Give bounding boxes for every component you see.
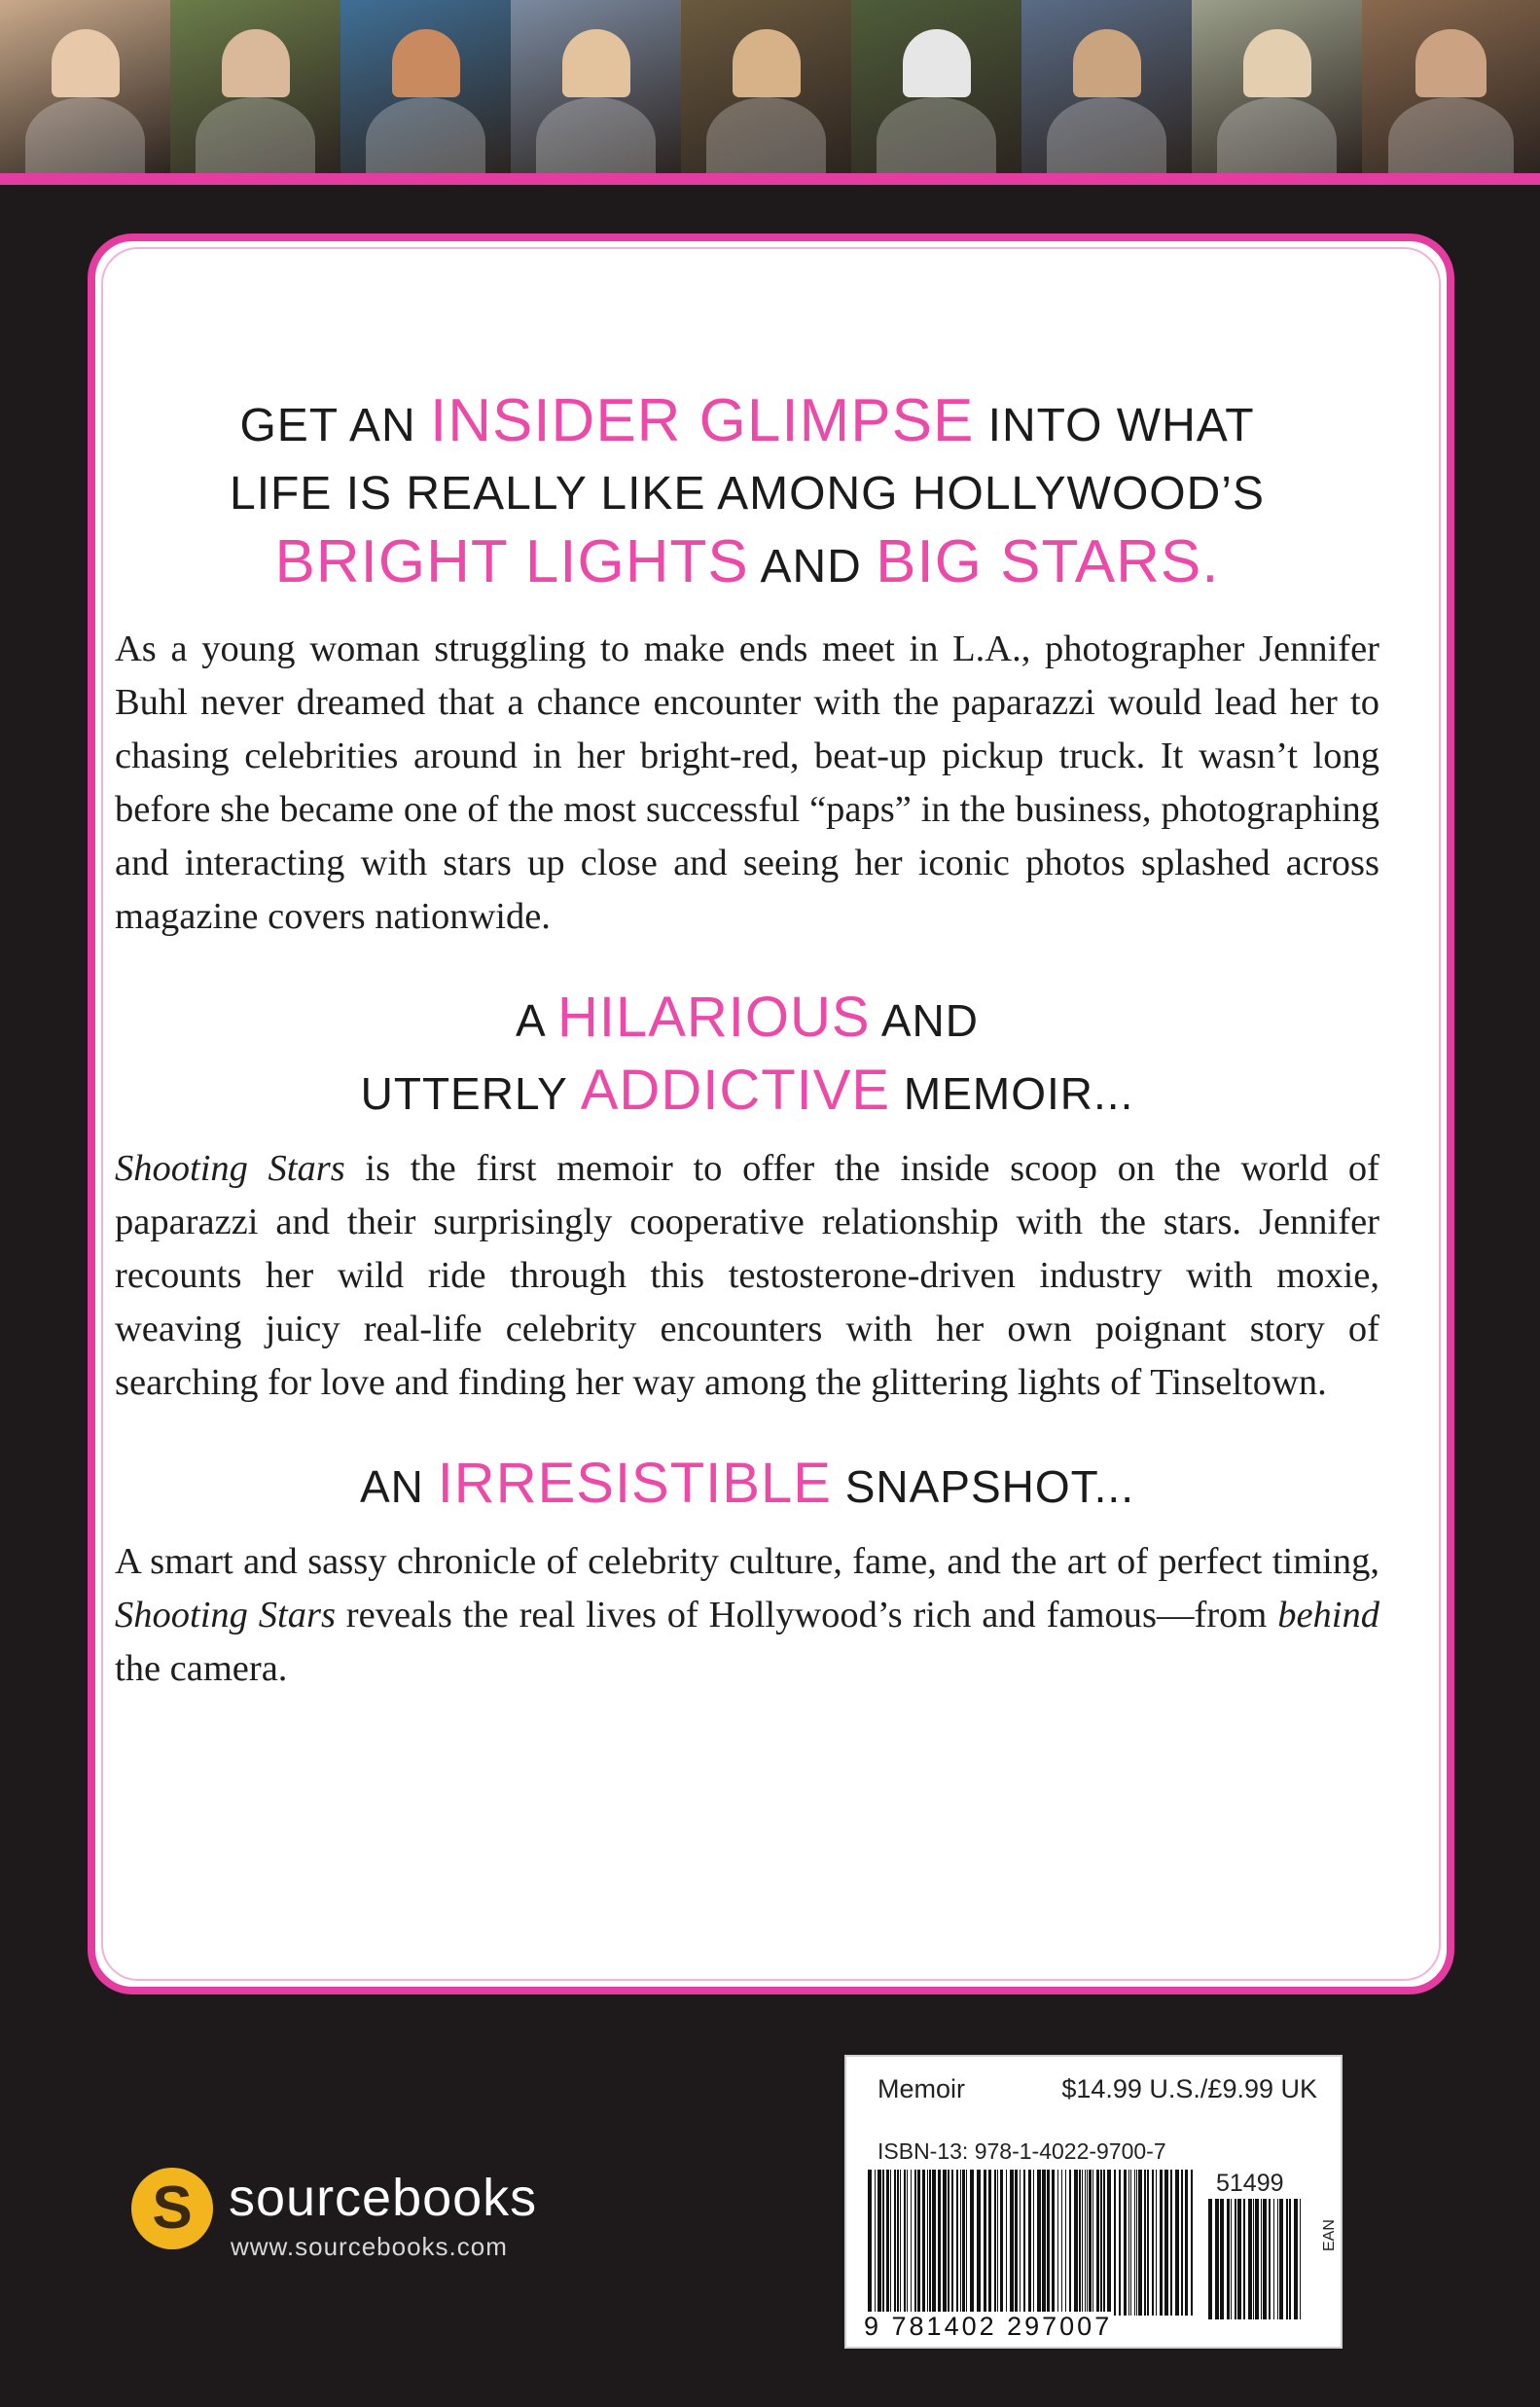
barcode-bar <box>911 2170 912 2316</box>
person-figure <box>1415 29 1486 97</box>
photo-blonde-woman <box>511 0 681 173</box>
barcode-bar <box>900 2170 901 2316</box>
barcode-bar <box>984 2170 986 2316</box>
barcode-bar <box>1181 2170 1183 2316</box>
barcode-bar <box>997 2170 998 2316</box>
barcode-bar <box>943 2170 947 2316</box>
barcode-bar <box>1294 2199 1298 2319</box>
paragraph-intro: As a young woman struggling to make ends meet in L.A., photographer Jennifer Buhl never dreamed that a chance encounter with the paparazzi would lead her to chasing celebrities around in her bright-red, beat-up pickup truck. It wasn’t long before she became one of the most successful “paps” in the business, photographing and interacting with stars up close and seeing her iconic photos splashed across magazine covers nationwide. <box>115 629 1379 937</box>
barcode-bar <box>1074 2170 1078 2316</box>
barcode-bar <box>1152 2170 1154 2316</box>
barcode-bar <box>1156 2170 1157 2316</box>
barcode-bar <box>1119 2170 1121 2316</box>
price-label: $14.99 U.S./£9.99 UK <box>1061 2074 1317 2103</box>
barcode-bar <box>875 2170 876 2316</box>
barcode-bar <box>1128 2170 1129 2316</box>
person-body <box>366 97 485 173</box>
barcode-bar <box>1243 2199 1245 2319</box>
barcode-bar <box>1208 2199 1212 2319</box>
person-body <box>1217 97 1337 173</box>
barcode-bar <box>1103 2170 1105 2316</box>
headline-highlight: INSIDER GLIMPSE <box>429 387 975 454</box>
barcode-bar <box>927 2170 928 2316</box>
barcode-bar <box>938 2170 941 2316</box>
headline-highlight: HILARIOUS <box>556 986 871 1049</box>
barcode-bar <box>1065 2170 1066 2316</box>
person-figure <box>903 29 971 97</box>
barcode-bar <box>1231 2199 1232 2319</box>
barcode-bar <box>1248 2199 1252 2319</box>
genre-label: Memoir <box>877 2074 966 2103</box>
paragraph-text: the camera. <box>115 1648 288 1689</box>
barcode-bar <box>1100 2170 1102 2316</box>
sourcebooks-logo-icon <box>131 2168 213 2249</box>
headline-hilarious <box>115 983 1379 1129</box>
barcode-bar <box>1237 2199 1241 2319</box>
barcode-bar <box>994 2170 996 2316</box>
barcode-bar <box>1144 2170 1146 2316</box>
barcode-digits: 9 781402 297007 <box>864 2312 1113 2341</box>
barcode-bar <box>1279 2199 1283 2319</box>
headline-text: A <box>516 995 545 1046</box>
headline-text: AND <box>880 995 979 1046</box>
barcode-bar <box>894 2170 896 2316</box>
paragraph-text: reveals the real lives of Hollywood’s rich and famous—from <box>335 1595 1278 1635</box>
barcode-bar <box>886 2170 889 2316</box>
headline-text: MEMOIR... <box>903 1068 1134 1119</box>
isbn-label: ISBN-13: 978-1-4022-9700-7 <box>877 2138 1166 2164</box>
barcode-icon <box>866 2170 1197 2316</box>
person-figure <box>52 29 120 97</box>
emphasis-text: behind <box>1277 1595 1380 1635</box>
text-panel <box>115 360 1379 1696</box>
headline-highlight: IRRESISTIBLE <box>437 1452 832 1515</box>
person-figure <box>392 29 460 97</box>
barcode-bar <box>988 2170 991 2316</box>
logo-glyph: S <box>152 2174 193 2242</box>
headline-insider-glimpse <box>115 387 1379 601</box>
barcode-bar <box>1057 2170 1058 2316</box>
barcode-bar <box>1015 2170 1018 2316</box>
barcode-bar <box>932 2170 936 2316</box>
barcode-bar <box>922 2170 925 2316</box>
barcode-bar <box>1042 2170 1046 2316</box>
person-body <box>536 97 656 173</box>
photo-young-man-car <box>1021 0 1192 173</box>
barcode-bar <box>1160 2170 1163 2316</box>
barcode-bar <box>1020 2170 1021 2316</box>
barcode-bar <box>1175 2170 1179 2316</box>
barcode-bar <box>1215 2199 1219 2319</box>
photo-man-cap-white <box>1362 0 1540 173</box>
person-figure <box>733 29 801 97</box>
headline-text: SNAPSHOT... <box>844 1461 1134 1512</box>
person-body <box>1388 97 1513 173</box>
barcode-bar <box>1255 2199 1259 2319</box>
barcode-bar <box>929 2170 931 2316</box>
barcode-bar <box>1082 2170 1083 2316</box>
headline-text: GET AN <box>239 400 416 451</box>
barcode-bar <box>1253 2199 1254 2319</box>
person-body <box>25 97 145 173</box>
barcode-bar <box>1023 2170 1025 2316</box>
headline-text: UTTERLY <box>360 1068 567 1119</box>
barcode-bar <box>1061 2170 1062 2316</box>
barcode-bar <box>1300 2199 1301 2319</box>
barcode-bar <box>914 2170 916 2316</box>
barcode-bar <box>948 2170 949 2316</box>
pink-divider <box>0 173 1540 185</box>
barcode-bar <box>1079 2170 1081 2316</box>
barcode-bar <box>1263 2199 1267 2319</box>
barcode-bar <box>1289 2199 1291 2319</box>
barcode-bar <box>1069 2170 1071 2316</box>
barcode-panel <box>844 2055 1343 2349</box>
photo-surfer <box>340 0 511 173</box>
barcode-bar <box>917 2170 920 2316</box>
barcode-bar <box>1147 2170 1149 2316</box>
paragraph-snapshot <box>115 1535 1379 1696</box>
photo-blonde-woman-red <box>0 0 170 173</box>
paragraph-memoir <box>115 1142 1379 1410</box>
person-body <box>877 97 996 173</box>
paragraph-text: A smart and sassy chronicle of celebrity culture, fame, and the art of perfect timing, <box>115 1541 1379 1582</box>
headline-highlight: BIG STARS. <box>876 528 1220 595</box>
barcode-bar <box>1107 2170 1111 2316</box>
headline-irresistible <box>115 1449 1379 1522</box>
barcode-bar <box>1185 2170 1188 2316</box>
barcode-bar <box>1037 2170 1041 2316</box>
barcode-bar <box>1033 2170 1034 2316</box>
person-body <box>706 97 826 173</box>
barcode-bar <box>1269 2199 1271 2319</box>
barcode-bar <box>1047 2170 1050 2316</box>
photo-woman-blonde-outdoor <box>1192 0 1362 173</box>
book-title: Shooting Stars <box>115 1595 336 1635</box>
barcode-bar <box>1136 2170 1137 2316</box>
barcode-bar <box>1089 2170 1092 2316</box>
barcode-bar <box>1138 2170 1142 2316</box>
paragraph-text: is the first memoir to offer the inside scoop on the world of paparazzi and their surprisingly cooperative relationship with the stars. Jennifer recounts her wild ride through this testosterone-driven industry with moxie, weaving juicy real-life celebrity encounters with her own poignant story of searching for love and finding her way among the glittering lights of Tinseltown. <box>115 1148 1379 1403</box>
headline-highlight: ADDICTIVE <box>580 1059 891 1122</box>
photo-woman-bikini <box>681 0 851 173</box>
barcode-bar <box>1235 2199 1236 2319</box>
person-figure <box>222 29 290 97</box>
barcode-bar <box>962 2170 965 2316</box>
barcode-bar <box>1028 2170 1031 2316</box>
barcode-bar <box>956 2170 958 2316</box>
addon-number: 51499 <box>1216 2170 1284 2197</box>
headline-text: AN <box>360 1461 424 1512</box>
headline-text: INTO WHAT <box>987 400 1255 451</box>
barcode-bar <box>966 2170 967 2316</box>
barcode-bar <box>907 2170 908 2316</box>
publisher-name: sourcebooks <box>229 2169 538 2227</box>
barcode-bar <box>1220 2199 1224 2319</box>
barcode-bar <box>868 2170 872 2316</box>
barcode-bar <box>1087 2170 1088 2316</box>
person-figure <box>1073 29 1141 97</box>
person-body <box>1047 97 1166 173</box>
barcode-bar <box>1261 2199 1262 2319</box>
person-figure <box>562 29 630 97</box>
barcode-bar <box>1124 2170 1127 2316</box>
publisher-url: www.sourcebooks.com <box>231 2232 508 2261</box>
barcode-bar <box>1277 2199 1278 2319</box>
barcode-bar <box>1006 2170 1007 2316</box>
barcode-bar <box>882 2170 884 2316</box>
photo-woman-sunglasses <box>170 0 340 173</box>
barcode-bar <box>1000 2170 1003 2316</box>
barcode-bar <box>951 2170 953 2316</box>
barcode-bar <box>1286 2199 1288 2319</box>
barcode-bar <box>1134 2170 1135 2316</box>
book-title: Shooting Stars <box>115 1148 345 1189</box>
addon-barcode-icon <box>1206 2199 1304 2319</box>
headline-highlight: BRIGHT LIGHTS <box>274 528 749 595</box>
barcode-bar <box>1096 2170 1099 2316</box>
barcode-bar <box>1010 2170 1014 2316</box>
person-figure <box>1243 29 1311 97</box>
photo-strip <box>0 0 1540 173</box>
barcode-bar <box>970 2170 974 2316</box>
barcode-bar <box>1085 2170 1086 2316</box>
barcode-bar <box>1170 2170 1172 2316</box>
barcode-bar <box>1273 2199 1274 2319</box>
barcode-bar <box>890 2170 891 2316</box>
barcode-bar <box>1191 2170 1193 2316</box>
barcode-bar <box>1164 2170 1168 2316</box>
headline-text: AND <box>760 541 862 593</box>
ean-label: EAN <box>1321 2219 1338 2251</box>
barcode-bar <box>904 2170 906 2316</box>
headline-text: LIFE IS REALLY LIKE AMONG HOLLYWOOD’S <box>230 468 1265 520</box>
barcode-bar <box>1130 2170 1131 2316</box>
barcode-bar <box>1114 2170 1116 2316</box>
barcode-bar <box>877 2170 881 2316</box>
photo-man-cap <box>851 0 1021 173</box>
barcode-bar <box>1092 2170 1093 2316</box>
barcode-bar <box>1227 2199 1230 2319</box>
barcode-bar <box>960 2170 961 2316</box>
person-body <box>196 97 315 173</box>
barcode-bar <box>977 2170 981 2316</box>
barcode-bar <box>897 2170 899 2316</box>
publisher-logo <box>131 2168 637 2265</box>
barcode-bar <box>1052 2170 1055 2316</box>
